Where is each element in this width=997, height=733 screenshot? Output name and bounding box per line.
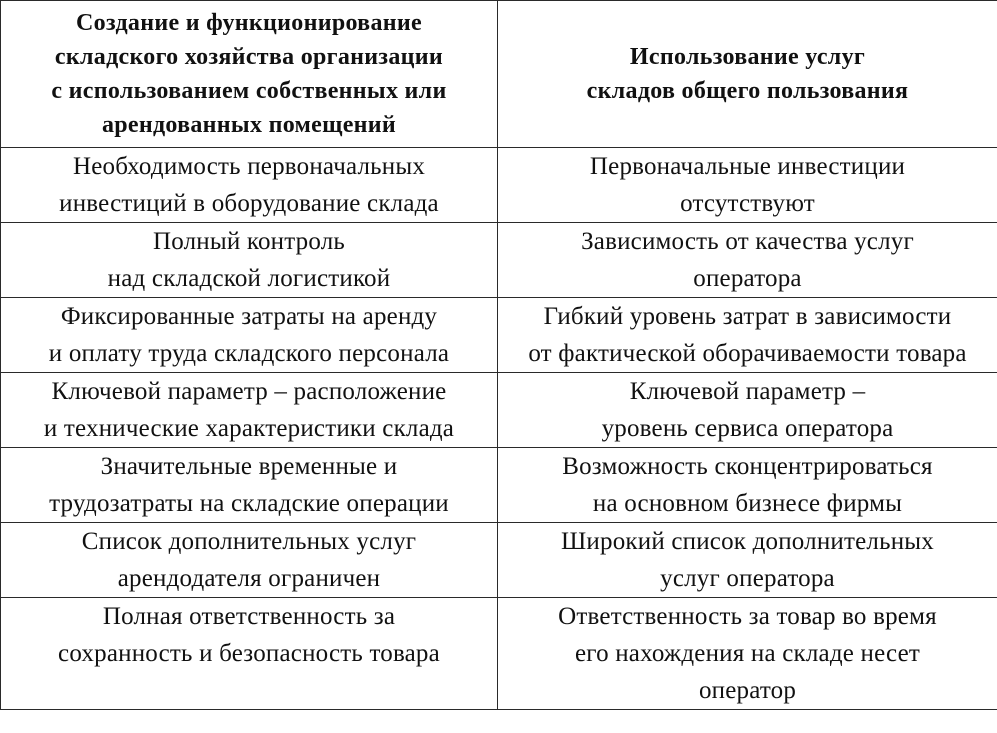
cell-left bbox=[1, 598, 498, 710]
cell-right-text: Ключевой параметр – уровень сервиса оператора bbox=[601, 378, 894, 442]
header-public-warehouse bbox=[498, 1, 997, 148]
cell-right-text: Широкий список дополнительных услуг оператора bbox=[561, 528, 934, 592]
cell-right bbox=[498, 448, 997, 523]
table-row bbox=[1, 223, 997, 298]
cell-right bbox=[498, 223, 997, 298]
cell-right bbox=[498, 148, 997, 223]
table-row bbox=[1, 448, 997, 523]
cell-right-text: Первоначальные инвестиции отсутствуют bbox=[589, 153, 906, 217]
cell-left bbox=[1, 223, 498, 298]
header-own-warehouse-text: Создание и функционирование складского хозяйства организации с использованием собственных или арендованных помещений bbox=[51, 10, 447, 138]
header-public-warehouse-text: Использование услуг складов общего пользования bbox=[586, 44, 909, 104]
cell-right bbox=[498, 373, 997, 448]
cell-right-text: Зависимость от качества услуг оператора bbox=[581, 228, 914, 292]
cell-left bbox=[1, 448, 498, 523]
cell-left bbox=[1, 373, 498, 448]
cell-right-text: Ответственность за товар во время его нахождения на складе несет оператор bbox=[558, 603, 937, 704]
cell-left-text: Полный контроль над складской логистикой bbox=[107, 228, 391, 292]
table-row bbox=[1, 298, 997, 373]
cell-right bbox=[498, 523, 997, 598]
table-header-row bbox=[1, 1, 997, 148]
table-row bbox=[1, 148, 997, 223]
cell-left-text: Ключевой параметр – расположение и технические характеристики склада bbox=[43, 378, 455, 442]
table-row bbox=[1, 523, 997, 598]
cell-right bbox=[498, 298, 997, 373]
cell-left-text: Фиксированные затраты на аренду и оплату труда складского персонала bbox=[48, 303, 450, 367]
cell-left bbox=[1, 523, 498, 598]
header-own-warehouse bbox=[1, 1, 498, 148]
cell-right bbox=[498, 598, 997, 710]
cell-left bbox=[1, 298, 498, 373]
cell-left-text: Необходимость первоначальных инвестиций в оборудование склада bbox=[59, 153, 439, 217]
cell-left-text: Значительные временные и трудозатраты на складские операции bbox=[49, 453, 449, 517]
cell-left-text: Список дополнительных услуг арендодателя ограничен bbox=[81, 528, 417, 592]
cell-right-text: Возможность сконцентрироваться на основном бизнесе фирмы bbox=[562, 453, 933, 517]
table-row bbox=[1, 373, 997, 448]
table-row bbox=[1, 598, 997, 710]
cell-left bbox=[1, 148, 498, 223]
cell-left-text: Полная ответственность за сохранность и безопасность товара bbox=[58, 603, 440, 667]
cell-right-text: Гибкий уровень затрат в зависимости от фактической оборачиваемости товара bbox=[528, 303, 967, 367]
